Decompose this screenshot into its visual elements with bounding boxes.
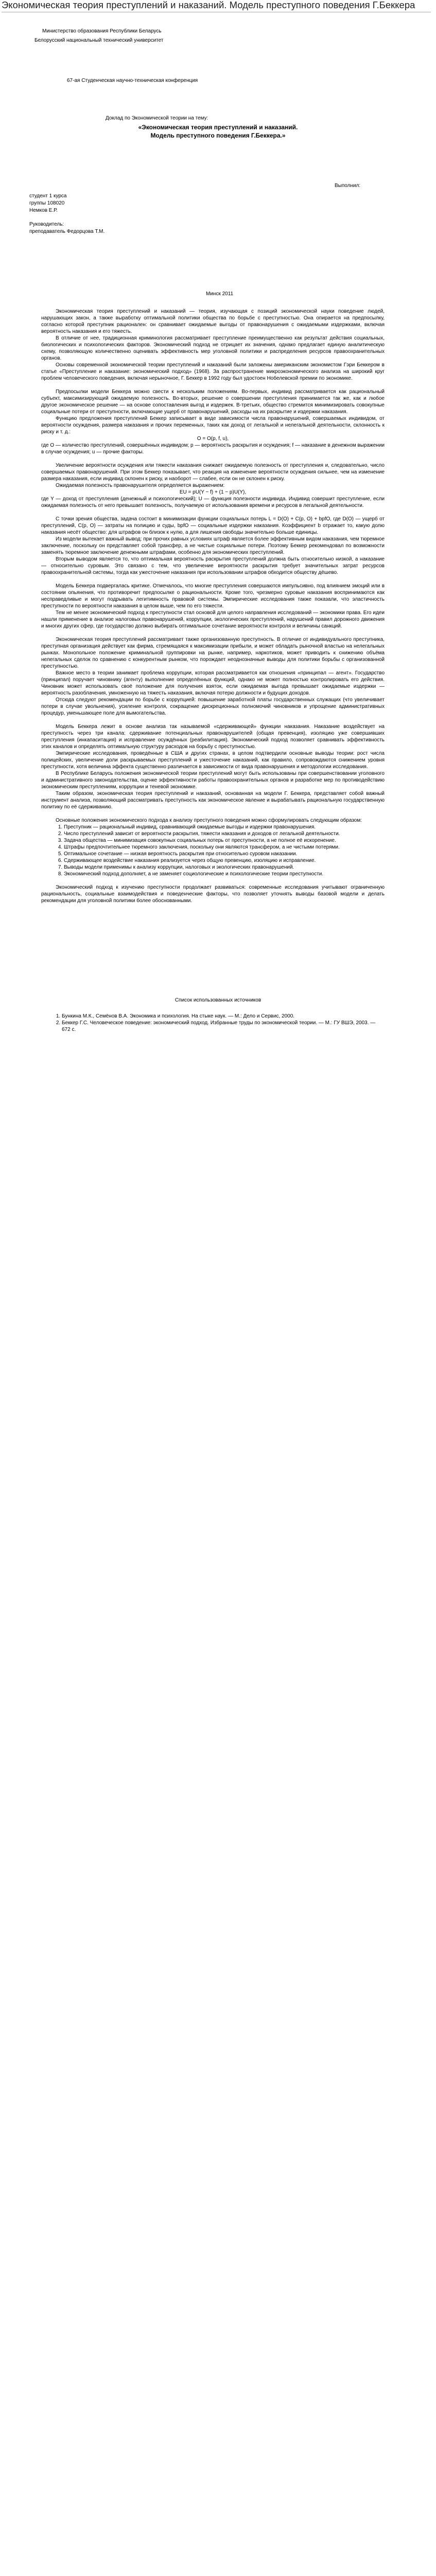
performed-by-label: Выполнил:	[335, 183, 361, 189]
list-item: 3. Задача общества — минимизация совокупных социальных потерь от преступности, а не полное её искоренение.	[64, 837, 385, 844]
body-paragraph: Увеличение вероятности осуждения или тяжести наказания снижает ожидаемую полезность от преступления и, следовательно, число совершаемых правонарушений. При этом Беккер показывает, что реакция на изменение вероятности осуждения сильнее, чем на изменение размера наказания, если индивид склонен к риску, и наоборот — слабее, если он не склонен к риску.	[41, 463, 385, 482]
list-item: 4. Штрафы предпочтительнее тюремного заключения, поскольку они являются трансфером, а не чистыми потерями.	[64, 844, 385, 851]
formula-utility-legend: где Y — доход от преступления (денежный и психологический); U — функция полезности индивида. Индивид совершит преступление, если ожидаемая полезность от него превышает полезность, получаемую от использования времени и ресурсов в легальной деятельности.	[41, 496, 385, 509]
body-paragraph: В Республике Беларусь положения экономической теории преступлений могут быть использованы при совершенствовании уголовного и административного законодательства, оценке эффективности работы правоохранительных органов и разработке мер по противодействию экономическим преступлениям, коррупции и теневой экономике.	[41, 771, 385, 790]
body-paragraph: Таким образом, экономическая теория преступлений и наказаний, основанная на модели Г. Беккера, представляет собой важный инструмент анализа, позволяющий рассматривать преступность как экономическое явление и вырабатывать рациональную государственную политику по её сдерживанию.	[41, 791, 385, 810]
student-group: группы 108020	[29, 200, 65, 206]
city-year: Минск 2011	[206, 291, 234, 297]
references-list	[51, 1013, 385, 1033]
ministry-line: Министерство образования Республики Беларусь	[42, 28, 162, 34]
body-paragraph: Отсюда следуют рекомендации по борьбе с коррупцией: повышение заработной платы государственных служащих (что увеличивает потери в случае увольнения), усиление контроля, сокращение дискреционных полномочий чиновников и упрощение административных процедур, уменьшающее поле для вымогательства.	[41, 697, 385, 716]
supervisor-label: Руководитель:	[29, 222, 64, 227]
summary-list	[41, 824, 385, 877]
document-title: Экономическая теория преступлений и наказаний. Модель преступного поведения Г.Беккера	[2, 0, 415, 10]
university-line: Белорусский национальный технический университет	[34, 38, 164, 43]
report-subject-line: Доклад по Экономической теории на тему:	[106, 115, 208, 121]
body-paragraph: Важное место в теории занимает проблема коррупции, которая рассматривается как отношения «принципал — агент». Государство (принципал) поручает чиновнику (агенту) выполнение определённых функций, однако не может полностью контролировать его действия. Чиновник может использовать своё положение для получения взяток, если ожидаемая выгода превышает ожидаемые издержки — вероятность разоблачения, умноженную на тяжесть наказания, включая потерю должности и будущих доходов.	[41, 670, 385, 696]
list-item: 8. Экономический подход дополняет, а не заменяет социологические и психологические теории преступности.	[64, 871, 385, 877]
references-heading: Список использованных источников	[175, 997, 261, 1003]
student-name: Немков Е.Р.	[29, 208, 58, 213]
body-paragraph: Экономическая теория преступлений рассматривает также организованную преступность. В отличие от индивидуального преступника, преступная организация действует как фирма, стремящаяся к максимизации прибыли, и может обладать рыночной властью на нелегальных рынках. Монопольное положение криминальной группировки на рынке, например, наркотиков, может приводить к снижению объёма нелегальных сделок по сравнению с конкурентным рынком, что порождает неоднозначные выводы для политики борьбы с организованной преступностью.	[41, 637, 385, 669]
body-paragraph: Основы современной экономической теории преступлений и наказаний были заложены американским экономистом Гэри Беккером в статье «Преступление и наказание: экономический подход» (1968). За распространение микроэкономического анализа на широкий круг проблем человеческого поведения, включая нерыночное, Г. Беккер в 1992 году был удостоен Нобелевской премии по экономике.	[41, 362, 385, 381]
body-paragraph: Экономическая теория преступлений и наказаний — теория, изучающая с позиций экономической науки поведение людей, нарушающих закон, а также выработку оптимальной политики общества по борьбе с преступностью. Она опирается на предпосылку, согласно которой преступник рационален: он сравнивает ожидаемые выгоды от правонарушения с ожидаемыми издержками, включая вероятность наказания и его тяжесть.	[41, 309, 385, 334]
body-paragraph: Из модели вытекает важный вывод: при прочих равных условиях штраф является более эффективным видом наказания, чем тюремное заключение, поскольку он представляет собой трансфер, а не чистые социальные потери. Поэтому Беккер рекомендовал по возможности заменять тюремное заключение денежными штрафами, особенно для экономических преступлений.	[41, 536, 385, 555]
body-paragraph: В отличие от нее, традиционная криминология рассматривает преступление преимущественно как результат действия социальных, биологических и психологических факторов. Экономический подход не отрицает их значения, однако предлагает единую аналитическую схему, позволяющую количественно оценивать эффективность мер уголовной политики и распределения ресурсов правоохранительных органов.	[41, 335, 385, 361]
title-page	[0, 12, 436, 301]
list-item: 6. Сдерживающее воздействие наказания реализуется через общую превенцию, изоляцию и исправление.	[64, 857, 385, 864]
formula-utility: EU = pU(Y − f) + (1 − p)U(Y),	[179, 489, 247, 495]
body-paragraph: Функцию предложения преступлений Беккер записывает в виде зависимости числа правонарушений, совершаемых индивидом, от вероятности осуждения, размера наказания и прочих переменных, таких как доход от легальной и нелегальной деятельности, склонность к риску и т. д.:	[41, 416, 385, 435]
blank-spacer	[0, 904, 436, 997]
body-paragraph: Ожидаемая полезность правонарушителя определяется выражением:	[56, 483, 225, 488]
reference-item: 1. Бункина М.К., Семёнов В.А. Экономика и психология. На стыке наук. — М.: Дело и Сервис, 2000.	[62, 1013, 385, 1020]
body-paragraph: Эмпирические исследования, проведённые в США и других странах, в целом подтвердили основные выводы теории: рост числа полицейских, увеличение доли раскрываемых преступлений и ужесточение наказаний, как правило, сопровождаются снижением уровня преступности, хотя величина эффекта существенно различается в зависимости от вида правонарушения и методологии исследования.	[41, 751, 385, 770]
reference-item: 2. Беккер Г.С. Человеческое поведение: экономический подход. Избранные труды по экономической теории. — М.: ГУ ВШЭ, 2003. — 672 с.	[62, 1020, 385, 1033]
references-section	[0, 997, 436, 1033]
body-paragraph: Предпосылки модели Беккера можно свести к нескольким положениям. Во-первых, индивид рассматривается как рациональный субъект, максимизирующий ожидаемую полезность. Во-вторых, решение о совершении преступления принимается так же, как и любое другое экономическое решение — на основе сопоставления выгод и издержек. В-третьих, общество стремится минимизировать совокупные социальные потери от преступности, включающие ущерб от правонарушений, расходы на их раскрытие и издержки наказания.	[41, 389, 385, 415]
closing-paragraph: Экономический подход к изучению преступности продолжает развиваться: современные исследования учитывают ограниченную рациональность, социальные взаимодействия и поведенческие факторы, что позволяет уточнять выводы базовой модели и делать рекомендации для уголовной политики более обоснованными.	[41, 885, 385, 904]
body-paragraph: Основные положения экономического подхода к анализу преступного поведения можно сформулировать следующим образом:	[56, 818, 362, 823]
supervisor-name: преподаватель Федорцова Т.М.	[29, 229, 105, 234]
formula-legend: где O — количество преступлений, совершённых индивидом; p — вероятность раскрытия и осуждения; f — наказание в денежном выражении в случае осуждения; u — прочие факторы.	[41, 443, 385, 455]
body-paragraph: С точки зрения общества, задача состоит в минимизации функции социальных потерь L = D(O) + C(p, O) + bpfO, где D(O) — ущерб от преступлений, C(p, O) — затраты на полицию и суды, bpfO — социальные издержки наказания. Коэффициент b отражает то, какую долю наказания несёт общество: для штрафов он близок к нулю, а для лишения свободы значительно больше единицы.	[41, 516, 385, 535]
list-item: 1. Преступник — рациональный индивид, сравнивающий ожидаемые выгоды и издержки правонарушения.	[64, 824, 385, 831]
body-paragraph: Модель Беккера лежит в основе анализа так называемой «сдерживающей» функции наказания. Наказание воздействует на преступность через три канала: сдерживание потенциальных правонарушителей (общая превенция), изоляцию уже совершивших преступления (инкапаситация) и исправление осуждённых (реабилитация). Экономический подход позволяет сравнивать эффективность этих каналов и определять оптимальную структуру расходов на борьбу с преступностью.	[41, 724, 385, 750]
student-year: студент 1 курса	[29, 193, 67, 199]
list-item: 2. Число преступлений зависит от вероятности раскрытия, тяжести наказания и доходов от легальной деятельности.	[64, 831, 385, 837]
report-body	[0, 308, 436, 904]
list-item: 5. Оптимальное сочетание — низкая вероятность раскрытия при относительно суровом наказании.	[64, 851, 385, 857]
formula-supply: O = O(p, f, u),	[197, 436, 229, 442]
body-paragraph: Вторым выводом является то, что оптимальная вероятность раскрытия преступлений должна быть относительно низкой, а наказание — относительно суровым. Это связано с тем, что увеличение вероятности раскрытия требует значительных затрат ресурсов правоохранительной системы, тогда как ужесточение наказания при использовании штрафов обходится обществу дёшево.	[41, 556, 385, 575]
list-item: 7. Выводы модели применимы к анализу коррупции, налоговых и экологических правонарушений.	[64, 864, 385, 871]
body-paragraph: Тем не менее экономический подход к преступности стал основой для целого направления исследований — экономики права. Его идеи нашли применение в анализе налоговых правонарушений, коррупции, экологических преступлений, нарушений правил дорожного движения и многих других сфер, где государство должно выбирать оптимальное сочетание вероятности контроля и величины санкций.	[41, 610, 385, 629]
report-topic-line-1: «Экономическая теория преступлений и наказаний.	[138, 124, 298, 131]
report-topic-line-2: Модель преступного поведения Г.Беккера.»	[150, 132, 286, 139]
body-paragraph: Модель Беккера подвергалась критике. Отмечалось, что многие преступления совершаются импульсивно, под влиянием эмоций или в состоянии опьянения, что противоречит предпосылке о рациональности. Кроме того, чрезмерно суровые наказания воспринимаются как несправедливые и могут подрывать легитимность правовой системы. Эмпирические исследования также показали, что эластичность преступности по вероятности наказания в целом выше, чем по его тяжести.	[41, 583, 385, 609]
conference-line: 67-ая Студенческая научно-техническая конференция	[67, 78, 198, 83]
